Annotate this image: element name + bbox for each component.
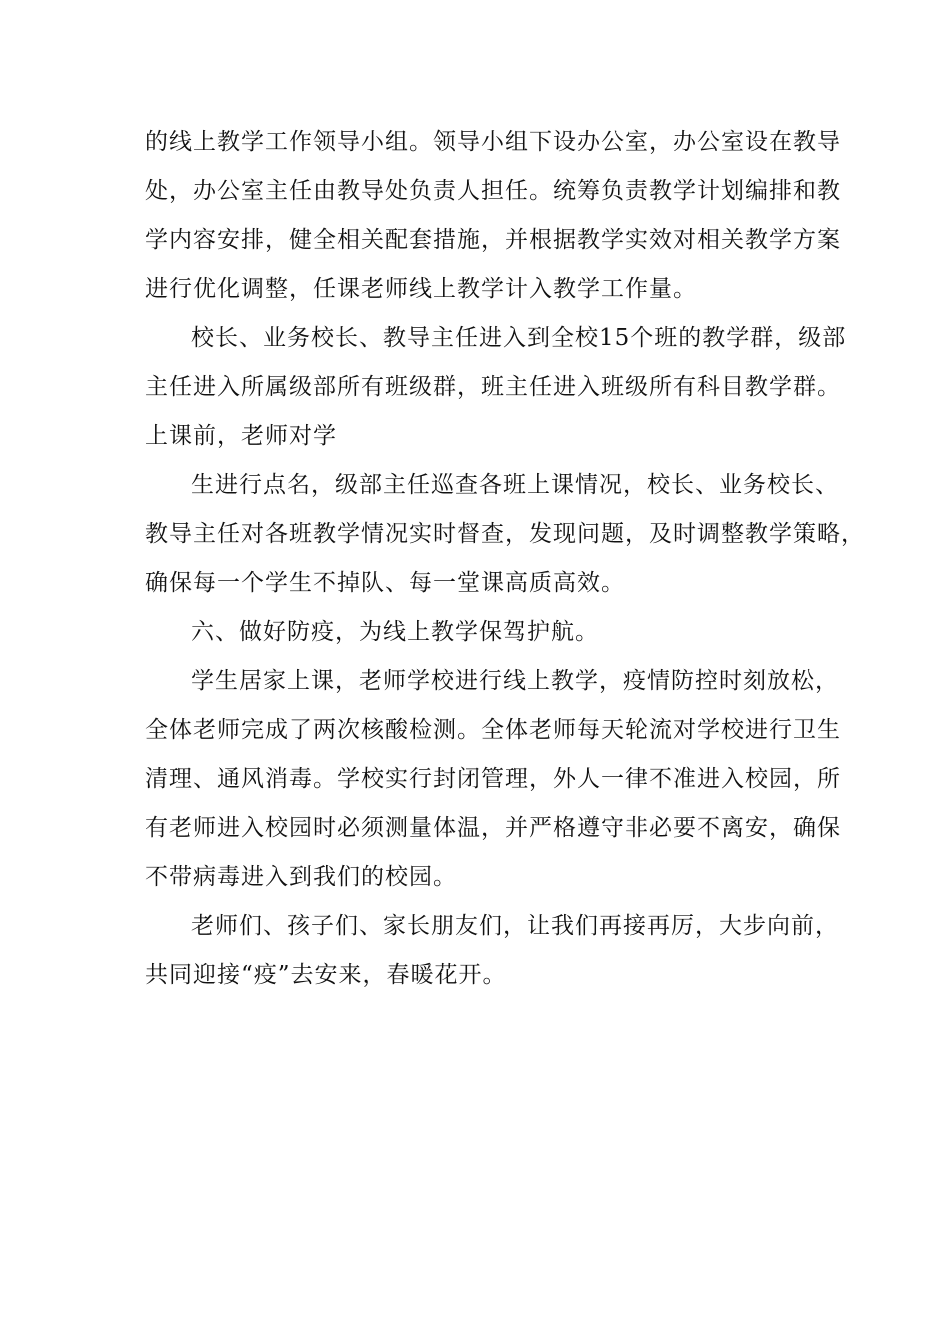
text-line: 上课前，老师对学 [145, 423, 337, 449]
text-line: 学生居家上课，老师学校进行线上教学，疫情防控时刻放松， [191, 668, 839, 694]
text-line: 共同迎接“疫”去安来，春暖花开。 [145, 962, 507, 988]
text-line: 校长、业务校长、教导主任进入到全校15个班的教学群，级部 [191, 325, 847, 351]
text-line: 生进行点名，级部主任巡查各班上课情况，校长、业务校长、 [191, 472, 839, 498]
text-line: 确保每一个学生不掉队、每一堂课高质高效。 [145, 570, 625, 596]
section-heading: 六、做好防疫，为线上教学保驾护航。 [191, 619, 599, 645]
text-line: 教导主任对各班教学情况实时督查，发现问题，及时调整教学策略， [145, 521, 865, 547]
text-line: 老师们、孩子们、家长朋友们，让我们再接再厉，大步向前， [191, 913, 839, 939]
text-line: 主任进入所属级部所有班级群，班主任进入班级所有科目教学群。 [145, 374, 841, 400]
text-line: 的线上教学工作领导小组。领导小组下设办公室，办公室设在教导 [145, 129, 841, 155]
text-line: 清理、通风消毒。学校实行封闭管理，外人一律不准进入校园，所 [145, 766, 841, 792]
text-line: 学内容安排，健全相关配套措施，并根据教学实效对相关教学方案 [145, 227, 841, 253]
text-line: 有老师进入校园时必须测量体温，并严格遵守非必要不离安，确保 [145, 815, 841, 841]
text-line: 不带病毒进入到我们的校园。 [145, 864, 457, 890]
text-line: 处，办公室主任由教导处负责人担任。统筹负责教学计划编排和教 [145, 178, 841, 204]
text-line: 全体老师完成了两次核酸检测。全体老师每天轮流对学校进行卫生 [145, 717, 841, 743]
text-line: 进行优化调整，任课老师线上教学计入教学工作量。 [145, 276, 697, 302]
document-body [145, 129, 865, 1012]
